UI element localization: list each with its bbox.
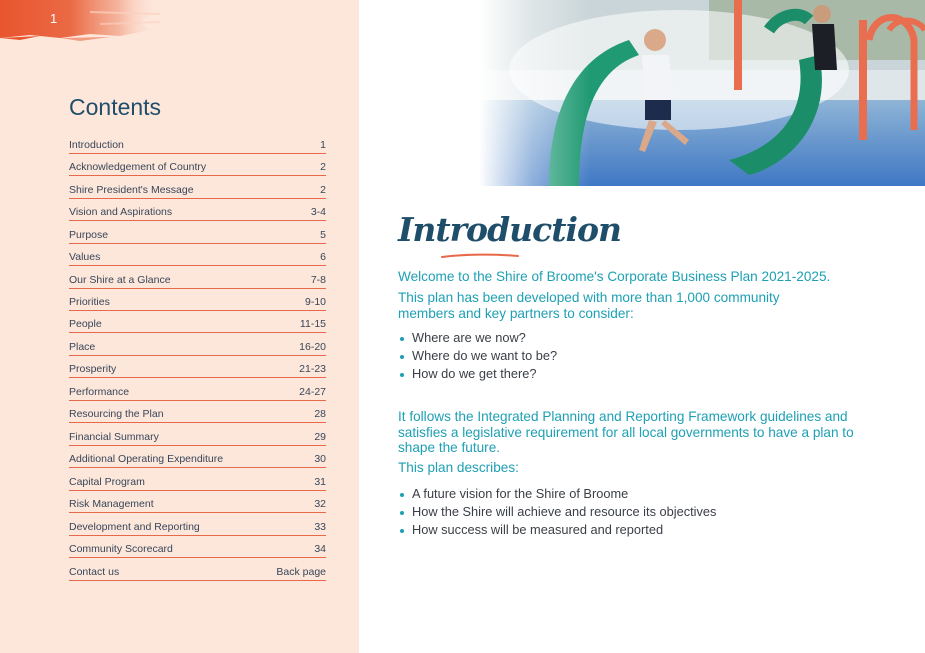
toc-entry-label: Introduction bbox=[69, 138, 124, 151]
toc-entry-page: 30 bbox=[314, 453, 326, 466]
toc-entry-page: 33 bbox=[314, 520, 326, 533]
toc-entry-label: Risk Management bbox=[69, 498, 154, 511]
toc-entry[interactable] bbox=[69, 537, 326, 559]
toc-entry[interactable] bbox=[69, 424, 326, 446]
toc-entry-label: Priorities bbox=[69, 295, 110, 308]
describes-paragraph: This plan describes: bbox=[398, 460, 519, 475]
list-item: How success will be measured and reported bbox=[398, 521, 716, 539]
toc-entry[interactable] bbox=[69, 177, 326, 199]
toc-entry[interactable] bbox=[69, 267, 326, 289]
toc-entry-label: Development and Reporting bbox=[69, 520, 200, 533]
toc-entry-label: Resourcing the Plan bbox=[69, 408, 164, 421]
toc-entry[interactable] bbox=[69, 447, 326, 469]
development-paragraph: This plan has been developed with more than 1,000 community members and key partners to consider: bbox=[398, 290, 780, 321]
toc-entry-label: Contact us bbox=[69, 565, 120, 578]
toc-entry-label: Financial Summary bbox=[69, 430, 159, 443]
toc-entry[interactable] bbox=[69, 379, 326, 401]
list-item: A future vision for the Shire of Broome bbox=[398, 485, 716, 503]
toc-entry-page: 9-10 bbox=[304, 295, 326, 308]
toc-entry[interactable] bbox=[69, 222, 326, 244]
brush-stroke-header bbox=[0, 0, 160, 44]
toc-entry-page: 21-23 bbox=[299, 363, 326, 376]
toc-entry[interactable] bbox=[69, 559, 326, 581]
list-item: How do we get there? bbox=[398, 365, 557, 383]
welcome-paragraph: Welcome to the Shire of Broome's Corporate Business Plan 2021-2025. bbox=[398, 269, 831, 284]
photo-illustration bbox=[479, 0, 925, 186]
toc-entry-page: 32 bbox=[314, 498, 326, 511]
toc-entry-label: Community Scorecard bbox=[69, 543, 173, 556]
contents-title: Contents bbox=[69, 94, 162, 120]
toc-entry-label: Performance bbox=[69, 385, 130, 398]
toc-entry-label: Vision and Aspirations bbox=[69, 206, 173, 219]
toc-entry-page: 11-15 bbox=[299, 318, 326, 331]
toc-entry-page: 29 bbox=[314, 430, 326, 443]
toc-entry[interactable] bbox=[69, 312, 326, 334]
toc-entry-label: Shire President's Message bbox=[69, 183, 194, 196]
toc-entry-page: 2 bbox=[320, 183, 326, 196]
toc-entry[interactable] bbox=[69, 402, 326, 424]
toc-entry-label: Capital Program bbox=[69, 475, 145, 488]
toc-entry-label: Purpose bbox=[69, 228, 109, 241]
toc-entry-page: 31 bbox=[314, 475, 326, 488]
toc-entry[interactable] bbox=[69, 289, 326, 311]
toc-entry-label: People bbox=[69, 318, 102, 331]
toc-entry-page: 6 bbox=[320, 251, 326, 264]
splash-park-photo bbox=[479, 0, 925, 186]
toc-entry-page: 28 bbox=[314, 408, 326, 421]
toc-entry-page: 16-20 bbox=[299, 340, 326, 353]
heading-underline-swash bbox=[440, 252, 520, 260]
introduction-heading: Introduction bbox=[398, 210, 622, 249]
contents-panel bbox=[0, 0, 359, 653]
list-item: Where are we now? bbox=[398, 329, 557, 347]
toc-entry[interactable] bbox=[69, 199, 326, 221]
toc-entry[interactable] bbox=[69, 492, 326, 514]
page-number: 1 bbox=[50, 11, 58, 26]
toc-entry-label: Our Shire at a Glance bbox=[69, 273, 171, 286]
toc-entry-label: Place bbox=[69, 340, 96, 353]
describes-list bbox=[398, 485, 716, 539]
toc-entry-page: 34 bbox=[314, 543, 326, 556]
toc-entry-label: Additional Operating Expenditure bbox=[69, 453, 224, 466]
list-item: How the Shire will achieve and resource its objectives bbox=[398, 503, 716, 521]
toc-entry-page: 3-4 bbox=[310, 206, 326, 219]
questions-list bbox=[398, 329, 557, 383]
toc-entry[interactable] bbox=[69, 244, 326, 266]
list-item: Where do we want to be? bbox=[398, 347, 557, 365]
toc-entry-page: 2 bbox=[320, 161, 326, 174]
toc-entry[interactable] bbox=[69, 334, 326, 356]
toc-entry-page: Back page bbox=[276, 565, 326, 578]
framework-paragraph: It follows the Integrated Planning and Reporting Framework guidelines and satisfies a legislative requirement for all local governments to have a plan to shape the future. bbox=[398, 409, 854, 455]
toc-entry-label: Acknowledgement of Country bbox=[69, 161, 207, 174]
toc-entry-page: 7-8 bbox=[310, 273, 326, 286]
toc-entry[interactable] bbox=[69, 469, 326, 491]
toc-entry[interactable] bbox=[69, 357, 326, 379]
toc-entry-label: Prosperity bbox=[69, 363, 117, 376]
table-of-contents bbox=[69, 132, 326, 582]
toc-entry[interactable] bbox=[69, 132, 326, 154]
toc-entry-label: Values bbox=[69, 251, 101, 264]
toc-entry-page: 5 bbox=[320, 228, 326, 241]
toc-entry-page: 1 bbox=[320, 138, 326, 151]
toc-entry[interactable] bbox=[69, 514, 326, 536]
toc-entry[interactable] bbox=[69, 154, 326, 176]
toc-entry-page: 24-27 bbox=[299, 385, 326, 398]
